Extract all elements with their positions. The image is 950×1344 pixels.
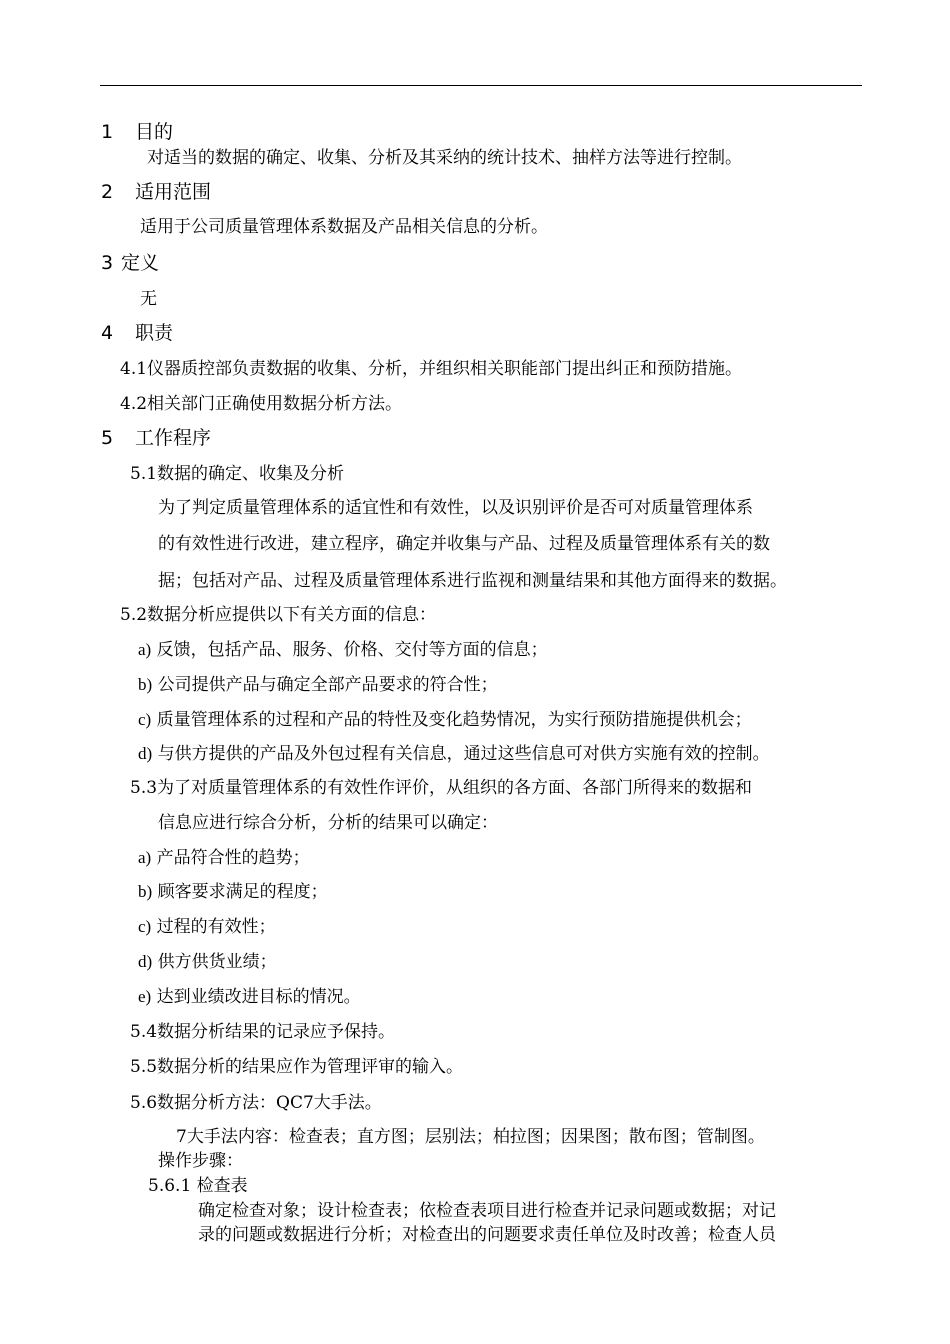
subsection-5-4: 5.4数据分析结果的记录应予保持。 xyxy=(130,1022,396,1042)
list-item: d) 与供方提供的产品及外包过程有关信息，通过这些信息可对供方实施有效的控制。 xyxy=(138,744,770,764)
list-item: b) 公司提供产品与确定全部产品要求的符合性； xyxy=(138,675,498,695)
list-item: c) 质量管理体系的过程和产品的特性及变化趋势情况，为实行预防措施提供机会； xyxy=(138,710,752,730)
operation-steps-label: 操作步骤： xyxy=(158,1151,243,1171)
subsection-5-3-heading: 5.3为了对质量管理体系的有效性作评价，从组织的各方面、各部门所得来的数据和 xyxy=(130,778,753,798)
section-4-heading: 4 职责 xyxy=(101,322,174,344)
header-rule xyxy=(100,85,862,86)
subsection-5-2-heading: 5.2数据分析应提供以下有关方面的信息： xyxy=(120,605,437,625)
subsection-5-5: 5.5数据分析的结果应作为管理评审的输入。 xyxy=(130,1057,464,1077)
list-item: c) 过程的有效性； xyxy=(138,917,276,937)
qc7-methods: 7大手法内容：检查表；直方图；层别法；柏拉图；因果图；散布图；管制图。 xyxy=(176,1127,765,1147)
list-item: d) 供方供货业绩； xyxy=(138,952,277,972)
paragraph-line: 为了判定质量管理体系的适宜性和有效性，以及识别评价是否可对质量管理体系 xyxy=(158,498,753,518)
list-item: e) 达到业绩改进目标的情况。 xyxy=(138,987,361,1007)
paragraph-line: 确定检查对象；设计检查表；依检查表项目进行检查并记录问题或数据；对记 xyxy=(198,1201,776,1221)
subsection-5-6-heading: 5.6数据分析方法：QC7大手法。 xyxy=(130,1093,382,1113)
list-item: a) 产品符合性的趋势； xyxy=(138,848,310,868)
paragraph-line: 的有效性进行改进，建立程序，确定并收集与产品、过程及质量管理体系有关的数 xyxy=(158,534,770,554)
section-2-heading: 2 适用范围 xyxy=(101,181,212,203)
paragraph-line: 据；包括对产品、过程及质量管理体系进行监视和测量结果和其他方面得来的数据。 xyxy=(158,571,787,591)
section-3-body: 无 xyxy=(140,289,157,309)
subsection-5-1-heading: 5.1数据的确定、收集及分析 xyxy=(130,464,345,484)
responsibility-item: 4.1仪器质控部负责数据的收集、分析，并组织相关职能部门提出纠正和预防措施。 xyxy=(120,359,743,379)
responsibility-item: 4.2相关部门正确使用数据分析方法。 xyxy=(120,394,403,414)
section-5-heading: 5 工作程序 xyxy=(101,427,212,449)
paragraph-line: 信息应进行综合分析，分析的结果可以确定： xyxy=(158,813,498,833)
section-2-body: 适用于公司质量管理体系数据及产品相关信息的分析。 xyxy=(140,217,548,237)
paragraph-line: 录的问题或数据进行分析；对检查出的问题要求责任单位及时改善；检查人员 xyxy=(198,1225,776,1245)
list-item: a) 反馈，包括产品、服务、价格、交付等方面的信息； xyxy=(138,640,548,660)
section-3-heading: 3 定义 xyxy=(101,252,160,274)
subsection-5-6-1-heading: 5.6.1 检查表 xyxy=(148,1176,248,1196)
section-1-heading: 1 目的 xyxy=(101,121,174,143)
section-1-body: 对适当的数据的确定、收集、分析及其采纳的统计技术、抽样方法等进行控制。 xyxy=(147,148,742,168)
list-item: b) 顾客要求满足的程度； xyxy=(138,882,328,902)
